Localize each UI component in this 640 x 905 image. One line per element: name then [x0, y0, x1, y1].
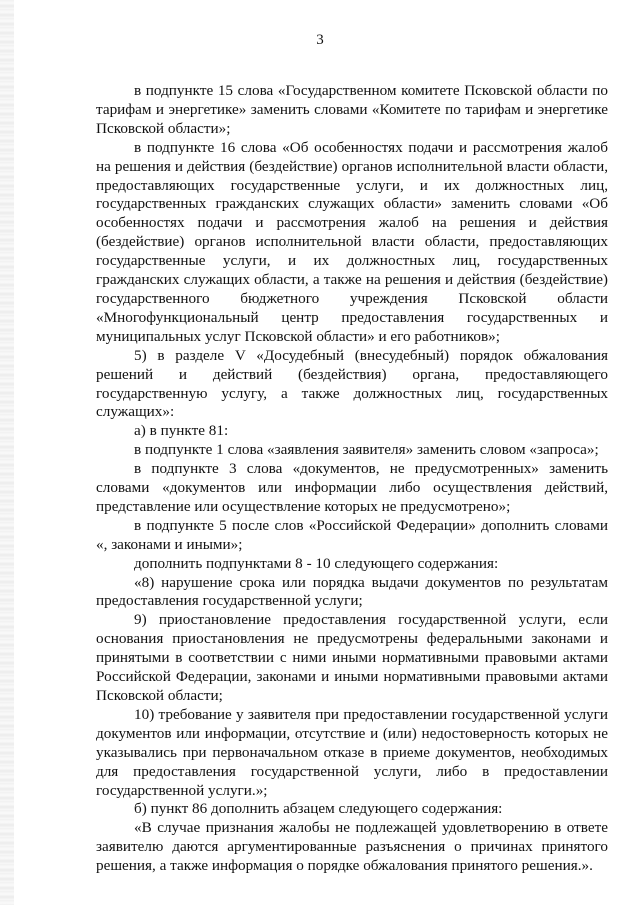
paragraph-point-86: б) пункт 86 дополнить абзацем следующего содержания:: [134, 800, 503, 818]
document-body: [96, 82, 608, 876]
paragraph-subpoint-3: в подпункте 3 слова «документов, не предусмотренных» заменить словами «документов или информации либо осуществления действий, представление или осуществление которых не предусмотрено»;: [96, 460, 608, 515]
paragraph-subpoint-5: в подпункте 5 после слов «Российской Федерации» дополнить словами «, законами и иными»;: [96, 516, 608, 553]
scan-edge-shadow: [0, 0, 14, 905]
paragraph-item-10: 10) требование у заявителя при предоставлении государственной услуги документов или информации, отсутствие и (или) недостоверность которых не указывались при первоначальном отказе в приеме документов, необходимых для предоставления государственной услуги, либо в предоставлении государственной услуги.»;: [96, 705, 608, 799]
paragraph-subpoint-16: в подпункте 16 слова «Об особенностях подачи и рассмотрения жалоб на решения и действия (бездействие) органов исполнительной власти области, предоставляющих государственные услуги, и их должностных лиц, государственных гражданских служащих области» заменить словами «Об особенностях подачи и рассмотрения жалоб на решения и действия (бездействие) органов исполнительной власти области, предоставляющих государственные услуги, и их должностных лиц, государственных гражданских служащих области, а также на решения и действия (бездействие) государственного бюджетного учреждения Псковской области «Многофункциональный центр предоставления государственных и муниципальных услуг Псковской области» и его работников»;: [96, 138, 608, 345]
paragraph-subpoint-15: в подпункте 15 слова «Государственном комитете Псковской области по тарифам и энергетике» заменить словами «Комитете по тарифам и энергетике Псковской области»;: [96, 82, 608, 137]
paragraph-item-9: 9) приостановление предоставления государственной услуги, если основания приостановления не предусмотрены федеральными законами и принятыми в соответствии с ними иными нормативными правовыми актами Российской Федерации, законами и иными нормативными правовыми актами Псковской области;: [96, 611, 608, 704]
paragraph-section-v: 5) в разделе V «Досудебный (внесудебный) порядок обжалования решений и действий (бездействия) органа, предоставляющего государственную услугу, а также должностных лиц, государственных служащих»:: [96, 346, 608, 421]
paragraph-item-8: «8) нарушение срока или порядка выдачи документов по результатам предоставления государственной услуги;: [96, 573, 608, 610]
paragraph-point-86-text: «В случае признания жалобы не подлежащей удовлетворению в ответе заявителю даются аргументированные разъяснения о причинах принятого решения, а также информация о порядке обжалования принятого решения.».: [96, 819, 608, 875]
paragraph-point-81: а) в пункте 81:: [134, 422, 229, 440]
paragraph-add-subpoints: дополнить подпунктами 8 - 10 следующего содержания:: [134, 554, 499, 572]
paragraph-subpoint-1: в подпункте 1 слова «заявления заявителя» заменить словом «запроса»;: [134, 441, 599, 459]
page-number: 3: [316, 32, 324, 48]
